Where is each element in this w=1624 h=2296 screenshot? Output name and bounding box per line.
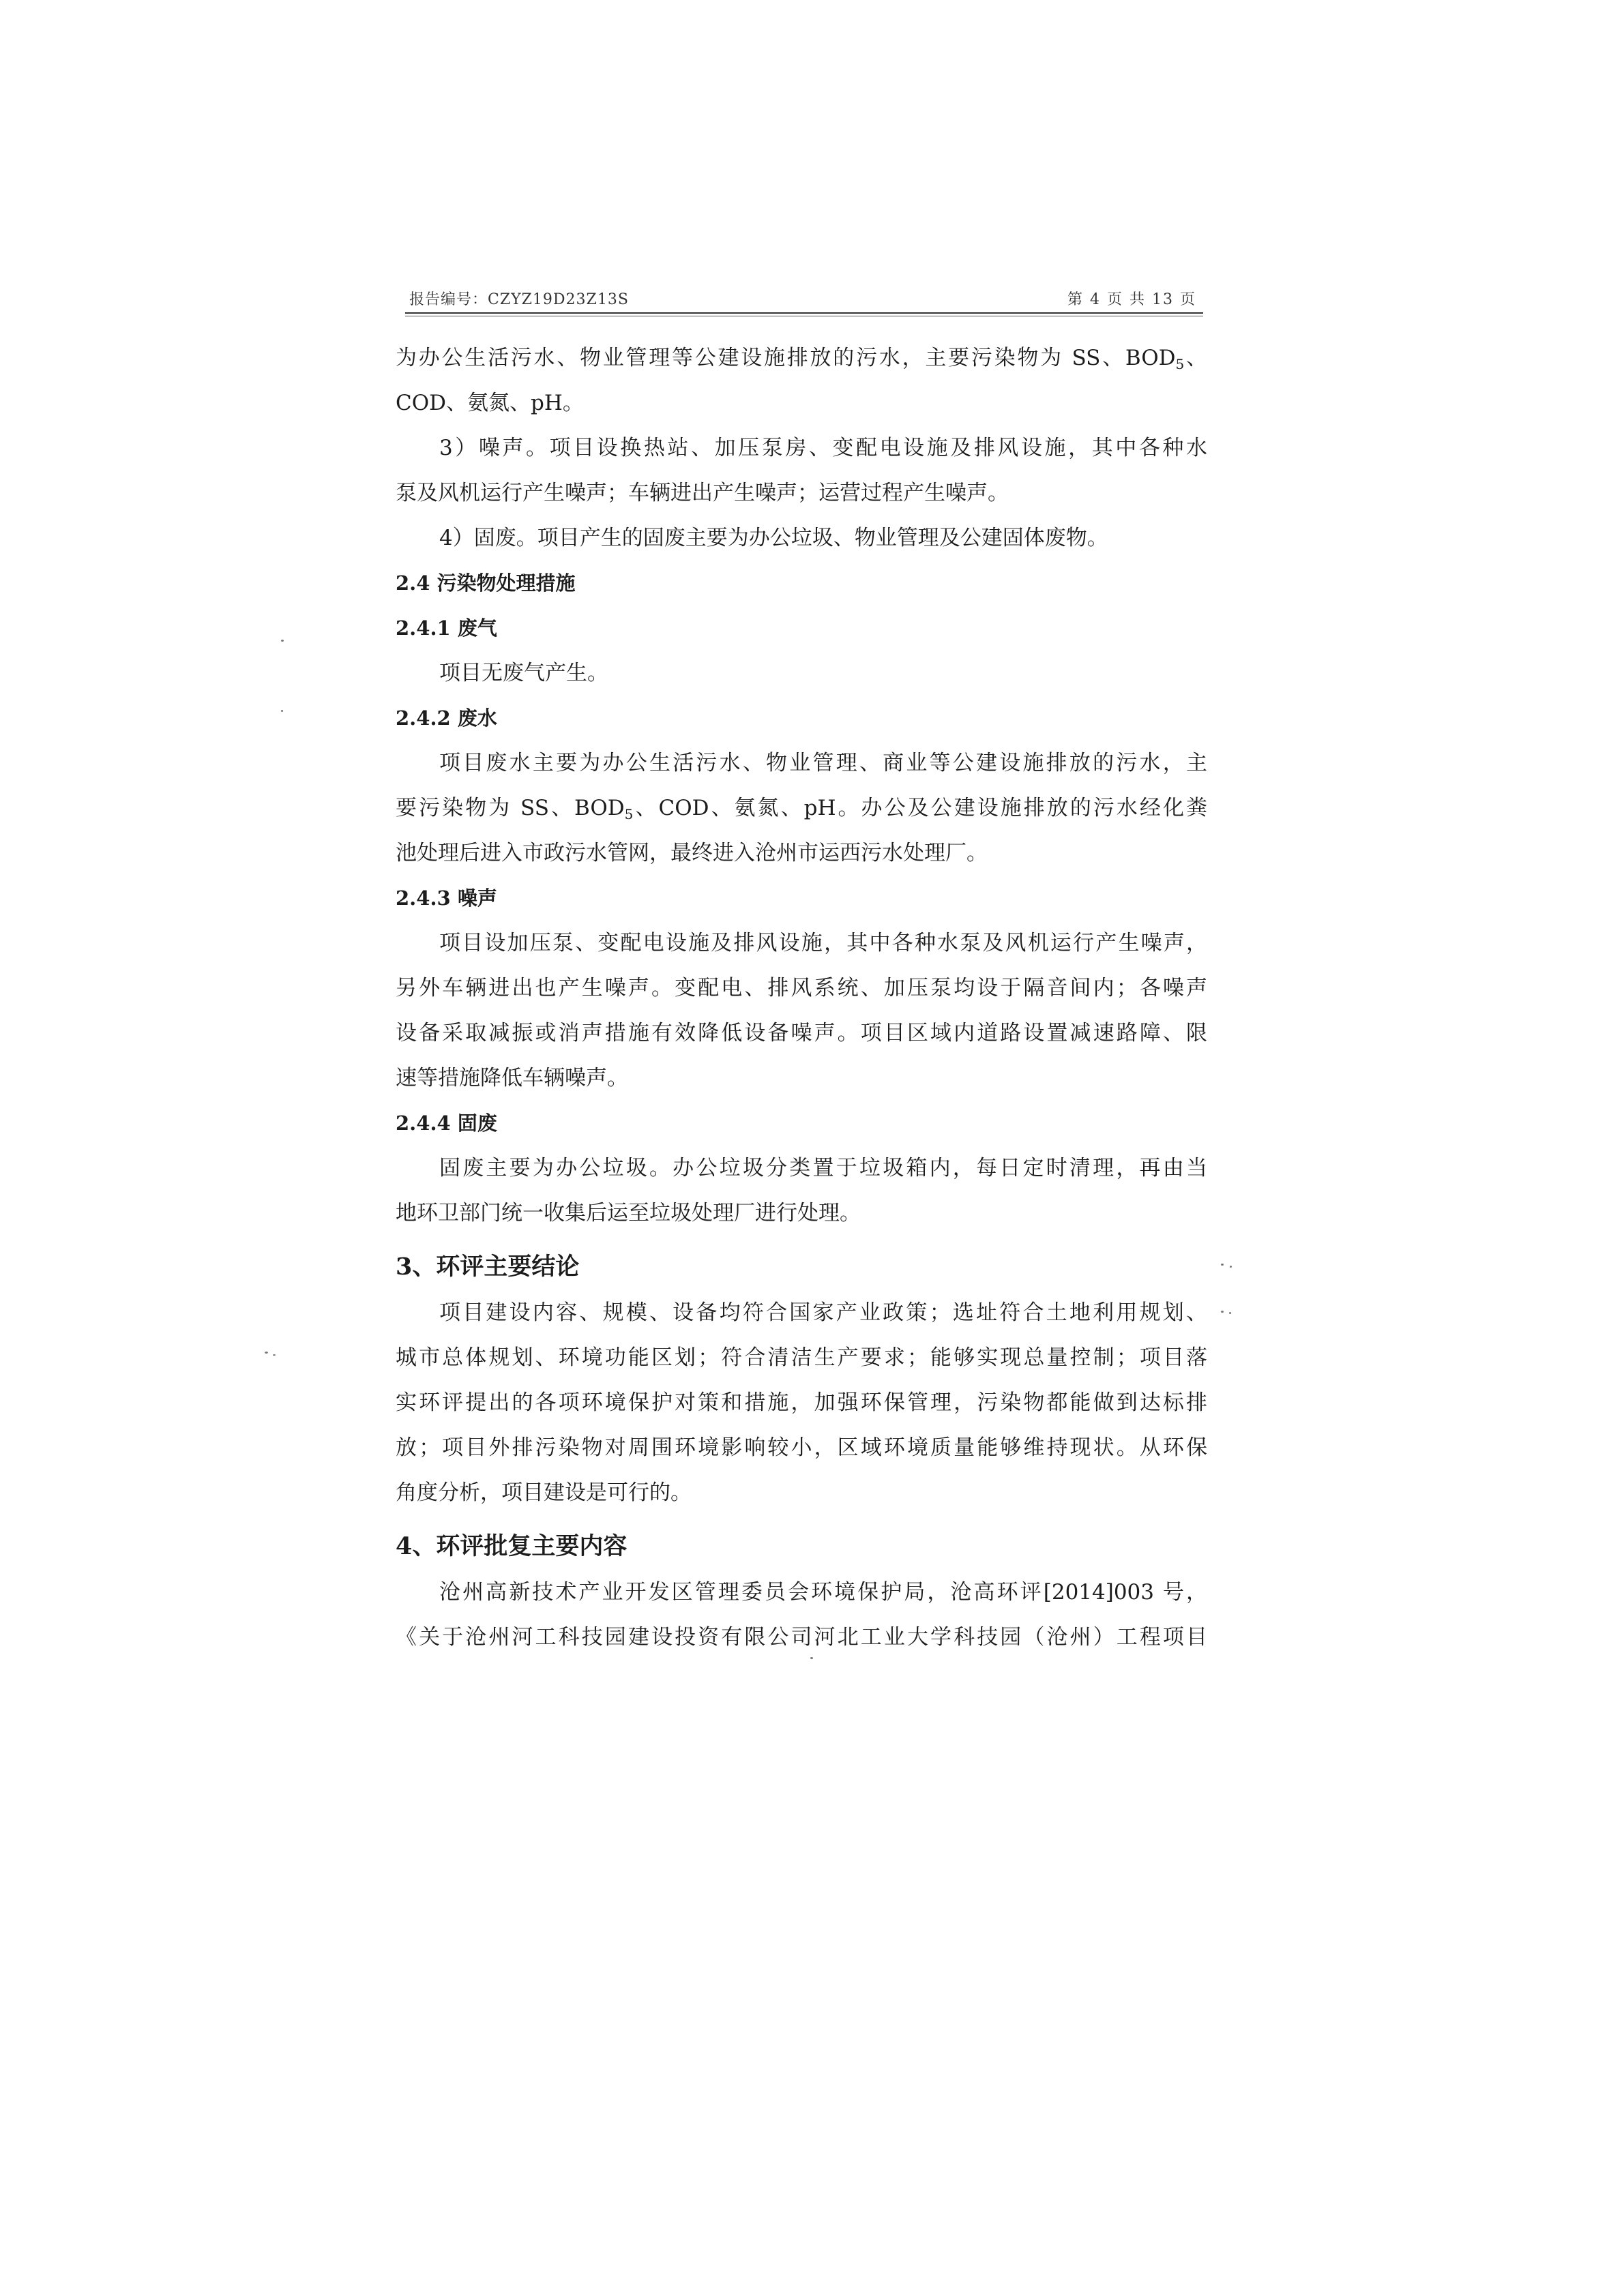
scan-speck — [273, 1354, 276, 1356]
subsection-heading: 2.4.1 废气 — [396, 616, 497, 640]
section-heading: 4、环评批复主要内容 — [396, 1532, 628, 1560]
paragraph-line: 4）固废。项目产生的固废主要为办公垃圾、物业管理及公建固体废物。 — [439, 526, 1108, 550]
paragraph-line: 实环评提出的各项环境保护对策和措施，加强环保管理，污染物都能做到达标排 — [396, 1390, 1207, 1415]
page-number: 第 4 页 共 13 页 — [1067, 291, 1196, 308]
header-divider — [405, 312, 1203, 314]
scan-speck — [810, 1657, 813, 1659]
paragraph-line: 速等措施降低车辆噪声。 — [396, 1066, 628, 1090]
scan-speck — [1229, 1312, 1231, 1314]
section-heading: 3、环评主要结论 — [396, 1253, 580, 1281]
scan-speck — [265, 1352, 268, 1354]
subsection-heading: 2.4.4 固废 — [396, 1112, 497, 1135]
paragraph-line: 项目建设内容、规模、设备均符合国家产业政策；选址符合土地利用规划、 — [439, 1300, 1207, 1325]
paragraph-line: 泵及风机运行产生噪声；车辆进出产生噪声；运营过程产生噪声。 — [396, 481, 1009, 505]
paragraph-line: 项目设加压泵、变配电设施及排风设施，其中各种水泵及风机运行产生噪声， — [439, 931, 1207, 955]
section-heading: 2.4 污染物处理措施 — [396, 571, 576, 595]
paragraph-line: 沧州高新技术产业开发区管理委员会环境保护局，沧高环评[2014]003 号， — [439, 1580, 1207, 1605]
paragraph-line: 池处理后进入市政污水管网，最终进入沧州市运西污水处理厂。 — [396, 841, 988, 865]
paragraph-line: COD、氨氮、pH。 — [396, 391, 584, 415]
paragraph-line: 放；项目外排污染物对周围环境影响较小，区域环境质量能够维持现状。从环保 — [396, 1435, 1207, 1460]
scan-speck — [281, 710, 283, 712]
paragraph-line: 固废主要为办公垃圾。办公垃圾分类置于垃圾箱内，每日定时清理，再由当 — [439, 1156, 1207, 1180]
paragraph-line: 地环卫部门统一收集后运至垃圾处理厂进行处理。 — [396, 1201, 861, 1225]
paragraph-line: 3）噪声。项目设换热站、加压泵房、变配电设施及排风设施，其中各种水 — [439, 436, 1207, 460]
subsection-heading: 2.4.3 噪声 — [396, 886, 497, 910]
scan-speck — [281, 640, 284, 642]
paragraph-line: 要污染物为 SS、$BOD_5$、COD、氨氮、pH。办公及公建设施排放的污水经化粪 — [396, 796, 1207, 822]
page-body — [396, 336, 1207, 1660]
scan-speck — [1221, 1311, 1224, 1313]
paragraph-line: 为办公生活污水、物业管理等公建设施排放的污水，主要污染物为 SS、$BOD_5$、 — [396, 346, 1207, 372]
scan-speck — [1221, 1264, 1224, 1266]
paragraph-line: 项目废水主要为办公生活污水、物业管理、商业等公建设施排放的污水，主 — [439, 751, 1207, 775]
page-header — [405, 284, 1203, 310]
paragraph-line: 项目无废气产生。 — [439, 661, 608, 685]
paragraph-line: 另外车辆进出也产生噪声。变配电、排风系统、加压泵均设于隔音间内；各噪声 — [396, 976, 1207, 1000]
paragraph-line: 角度分析，项目建设是可行的。 — [396, 1480, 692, 1505]
paragraph-line: 城市总体规划、环境功能区划；符合清洁生产要求；能够实现总量控制；项目落 — [396, 1345, 1207, 1370]
scan-speck — [1230, 1266, 1232, 1268]
paragraph-line: 《关于沧州河工科技园建设投资有限公司河北工业大学科技园（沧州）工程项目 — [396, 1625, 1207, 1650]
subsection-heading: 2.4.2 废水 — [396, 706, 497, 730]
report-number: 报告编号：CZYZ19D23Z13S — [409, 291, 629, 308]
paragraph-line: 设备采取减振或消声措施有效降低设备噪声。项目区域内道路设置减速路障、限 — [396, 1021, 1207, 1045]
